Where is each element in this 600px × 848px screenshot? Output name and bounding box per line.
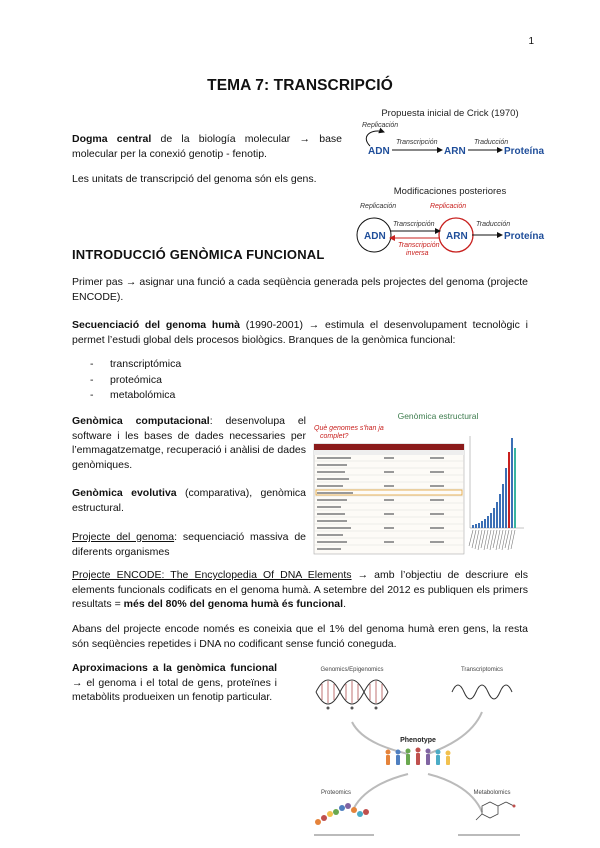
encode-text: → amb l’objectiu de descriure els elements funcionals codificats en el genoma humà. A setembre del 2012 es publiquen els primers resultats =	[72, 569, 528, 611]
encode-end: .	[343, 598, 346, 611]
secuenciacio-text: (1990-2001) → estimula el desenvolupament tecnològic i permet l’estudi global dels procesos biològics. Branques de la genòmica funcional:	[72, 319, 528, 346]
traduccion-label-bottom: Traducción	[476, 221, 511, 228]
functional-genomics-figure	[312, 662, 530, 842]
crick-bottom-title: Modificaciones posteriores	[393, 186, 507, 197]
abans-paragraph	[72, 622, 528, 651]
rna-strand-icon	[452, 685, 512, 699]
primer-pas-text: Primer pas → asignar una funció a cada seqüència generada pels projectes del genoma (projecte ENCODE).	[72, 276, 528, 303]
arn-label-top: ARN	[444, 146, 466, 157]
transcripcion-label-top: Transcripción	[396, 139, 438, 146]
dogma-text: de la biología molecular → base molecular per la conexió genotip - fenotip.	[72, 133, 343, 160]
adn-label-top: ADN	[368, 146, 390, 157]
encode-term: Projecte ENCODE: The Encyclopedia Of DNA Elements	[72, 569, 352, 581]
replicacion-arn-label: Replicación	[430, 203, 467, 210]
protein-chain-icon	[315, 803, 369, 825]
page-number: 1	[528, 36, 534, 47]
aproximacions-paragraph	[72, 661, 277, 705]
aproximacions-text: → el genoma i el total de gens, proteïnes i metabòlits produeixen un fenotip particular.	[72, 676, 277, 704]
secuenciacio-term: Secuenciació del genoma humà	[72, 319, 240, 331]
dogma-paragraph	[72, 132, 342, 161]
units-paragraph	[72, 172, 352, 187]
encode-paragraph	[72, 568, 528, 612]
central-dogma-figure	[350, 102, 550, 257]
genomics-label: Genomics/Epigenomics	[320, 667, 384, 673]
transcripcion-inversa-label-1: Transcripción	[398, 242, 440, 249]
evolutiva-term: Genòmica evolutiva	[72, 487, 177, 499]
list-item: - metabolómica	[72, 388, 181, 404]
estructural-question-2: complet?	[320, 433, 349, 440]
encode-bold: més del 80% del genoma humà és funcional	[123, 598, 344, 611]
dogma-term: Dogma central	[72, 133, 152, 145]
list-item: - transcriptómica	[72, 357, 181, 373]
list-item: - proteómica	[72, 373, 181, 389]
arn-label-bottom: ARN	[446, 231, 468, 242]
genome-table	[314, 444, 464, 554]
projecte-genoma-paragraph	[72, 530, 306, 559]
secuenciacio-paragraph	[72, 318, 528, 347]
primer-pas-paragraph	[72, 275, 528, 304]
section-heading: INTRODUCCIÓ GENÒMICA FUNCIONAL	[72, 247, 325, 262]
proteina-label-bottom: Proteína	[504, 231, 545, 242]
page-title: TEMA 7: TRANSCRIPCIÓ	[207, 77, 393, 94]
adn-label-bottom: ADN	[364, 231, 386, 242]
aproximacions-term: Aproximacions a la genòmica funcional	[72, 662, 277, 674]
phenotype-label: Phenotype	[400, 737, 436, 744]
proteomics-label: Proteomics	[320, 790, 352, 796]
abans-text: Abans del projecte encode només es coneixia que el 1% del genoma humà eren gens, la resta són seqüències repetides i DNA no codificant sense funció coneguda.	[72, 623, 528, 650]
projecte-genoma-term: Projecte del genoma	[72, 531, 175, 543]
transcriptomics-label: Transcriptomics	[460, 667, 504, 673]
metabolomics-label: Metabolomics	[473, 790, 511, 796]
traduccion-label-top: Traducción	[474, 139, 509, 146]
computacional-term: Genòmica computacional	[72, 415, 210, 427]
replicacion-label-bottom: Replicación	[360, 203, 397, 210]
transcripcion-label-bottom: Transcripción	[393, 221, 435, 228]
molecule-icon	[476, 802, 516, 820]
projecte-genoma-text: : sequenciació massiva de diferents organismes	[72, 531, 306, 558]
computacional-text: : desenvolupa el software i les bases de dades necessaries per l’emmagatzematge, recuperació i anàlisi de dades genòmiques.	[72, 415, 306, 471]
computacional-paragraph	[72, 414, 306, 472]
dna-helix-icon	[316, 680, 388, 710]
evolutiva-paragraph	[72, 486, 306, 515]
estructural-title: Genòmica estructural	[397, 411, 479, 421]
evolutiva-text: (comparativa), genòmica estructural.	[72, 487, 307, 514]
proteina-label-top: Proteína	[504, 146, 545, 157]
transcripcion-inversa-label-2: inversa	[406, 250, 429, 257]
replication-arrow-top	[366, 131, 384, 146]
crick-top-title: Propuesta inicial de Crick (1970)	[381, 108, 519, 119]
replicacion-label-top: Replicación	[362, 122, 399, 129]
units-text: Les unitats de transcripció del genoma són els gens.	[72, 173, 317, 185]
branques-list	[72, 357, 181, 404]
structural-genomics-figure	[312, 408, 530, 558]
estructural-question-1: Què genomes s'han ja	[314, 425, 384, 432]
